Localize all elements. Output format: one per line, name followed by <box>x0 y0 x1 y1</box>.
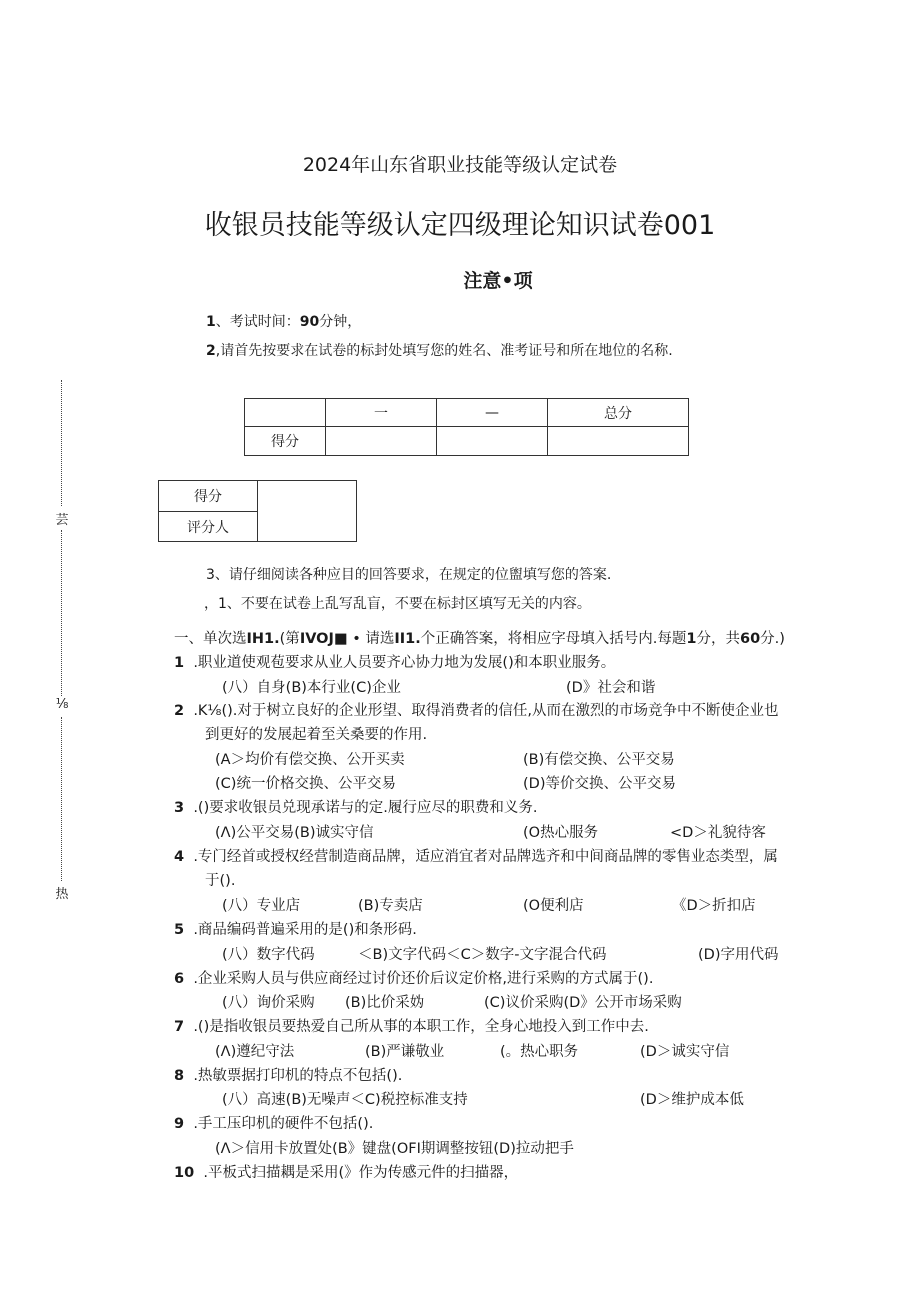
option[interactable]: (D)字用代码 <box>698 947 779 963</box>
seal-line <box>61 717 62 881</box>
question-4: 4 .专门经首或授权经营制造商品牌，适应消宜者对品牌选齐和中间商品牌的零售业态类型，属 <box>174 849 778 865</box>
paper-title: 收银员技能等级认定四级理论知识试卷001 <box>204 210 716 241</box>
question-5: 5 .商品编码普遍采用的是()和条形码. <box>174 922 417 938</box>
question-4-continued: 于(). <box>205 873 236 889</box>
option[interactable]: (C)议价采购(D》公开市场采购 <box>484 995 682 1011</box>
seal-line <box>61 380 62 506</box>
score-table-header <box>245 399 326 427</box>
option[interactable]: ＜B)文字代码＜C＞数字-文字混合代码 <box>358 947 607 963</box>
question-9: 9 .手工压印机的硬件不包括(). <box>174 1116 374 1132</box>
score-table-header: 总分 <box>548 399 689 427</box>
option[interactable]: (B)严谦敬业 <box>365 1044 445 1060</box>
option[interactable]: 《D＞折扣店 <box>672 898 756 914</box>
margin-mark: 热 <box>55 887 69 902</box>
question-2: 2 .K⅛().对于树立良好的企业形望、取得消费者的信任,从而在激烈的市场竞争中不断使企业也 <box>174 703 779 719</box>
exam-title: 2024年山东省职业技能等级认定试卷 <box>302 154 618 176</box>
option[interactable]: (Λ＞信用卡放置处(B》键盘(OFI期调整按钮(D)拉动把手 <box>215 1141 574 1157</box>
question-10: 10 .平板式扫描耦是采用(》作为传感元件的扫描器， <box>174 1165 519 1181</box>
grader-score-label: 得分 <box>159 481 258 512</box>
score-cell[interactable] <box>548 427 689 456</box>
grader-label: 评分人 <box>159 512 258 542</box>
score-cell[interactable] <box>326 427 437 456</box>
score-table-header: 一 <box>326 399 437 427</box>
option[interactable]: (D)等价交换、公平交易 <box>523 776 676 792</box>
option[interactable]: (八）数字代码 <box>222 947 315 963</box>
option[interactable]: <D＞礼貌待客 <box>670 825 766 841</box>
question-2-continued: 到更好的发展起着至关桑要的作用. <box>205 727 428 743</box>
score-table <box>244 398 689 456</box>
option[interactable]: (八）高速(B)无噪声＜C)税控标准支持 <box>222 1092 468 1108</box>
notice-3: 3、请仔细阅读各种应目的回答要求，在规定的位盥填写您的答案. <box>206 567 612 583</box>
question-7: 7 .()是指收银员要热爱自己所从事的本职工作，全身心地投入到工作中去. <box>174 1019 649 1035</box>
score-row-label: 得分 <box>245 427 326 456</box>
option[interactable]: (Λ)遵纪守法 <box>215 1044 295 1060</box>
option[interactable]: (D＞诚实守信 <box>640 1044 730 1060</box>
option[interactable]: (B)比价采妫 <box>345 995 425 1011</box>
grader-box <box>158 480 357 542</box>
option[interactable]: (八）询价采购 <box>222 995 315 1011</box>
question-3: 3 .()要求收银员兑现承诺与的定.履行应尽的职费和义务. <box>174 800 538 816</box>
margin-mark: 芸 <box>55 513 69 528</box>
option[interactable]: (Λ)公平交易(B)诚实守信 <box>215 825 374 841</box>
notice-1: 1、考试时间：90分钟， <box>206 314 362 330</box>
grader-score-cell[interactable] <box>258 481 357 512</box>
option[interactable]: (D＞维护成本低 <box>640 1092 744 1108</box>
option[interactable]: (C)统一价格交换、公平交易 <box>215 776 396 792</box>
score-table-header: — <box>437 399 548 427</box>
option[interactable]: (B)有偿交换、公平交易 <box>523 752 675 768</box>
margin-mark: ⅛ <box>55 697 69 712</box>
grader-cell[interactable] <box>258 512 357 542</box>
option[interactable]: (八）自身(B)本行业(C)企业 <box>222 680 401 696</box>
notice-title: 注意•项 <box>463 270 533 292</box>
option[interactable]: (O热心服务 <box>523 825 599 841</box>
question-6: 6 .企业采购人员与供应商经过讨价还价后议定价格,进行采购的方式属于(). <box>174 971 654 987</box>
notice-2: 2,请首先按要求在试卷的标封处填写您的姓名、准考证号和所在地位的名称. <box>206 343 673 359</box>
seal-line <box>61 530 62 696</box>
notice-4: ，1、不要在试卷上乱写乱盲，不要在标封区填写无关的内容。 <box>204 596 591 612</box>
section-heading: 一、单次选IH1.(第IVOJ■ • 请选II1.个正确答案，将相应字母填入括号内.每题1分，共60分.) <box>174 631 785 647</box>
score-cell[interactable] <box>437 427 548 456</box>
option[interactable]: (B)专卖店 <box>358 898 423 914</box>
option[interactable]: (A＞均价有偿交换、公开买卖 <box>215 752 405 768</box>
option[interactable]: (O便利店 <box>523 898 584 914</box>
question-8: 8 .热敏票据打印机的特点不包括(). <box>174 1068 403 1084</box>
option[interactable]: (D》社会和谐 <box>566 680 656 696</box>
question-1: 1 .职业道使观苞要求从业人员要齐心协力地为发展()和本职业服务。 <box>174 655 616 671</box>
option[interactable]: (八）专业店 <box>222 898 301 914</box>
option[interactable]: (。热心职务 <box>500 1044 579 1060</box>
